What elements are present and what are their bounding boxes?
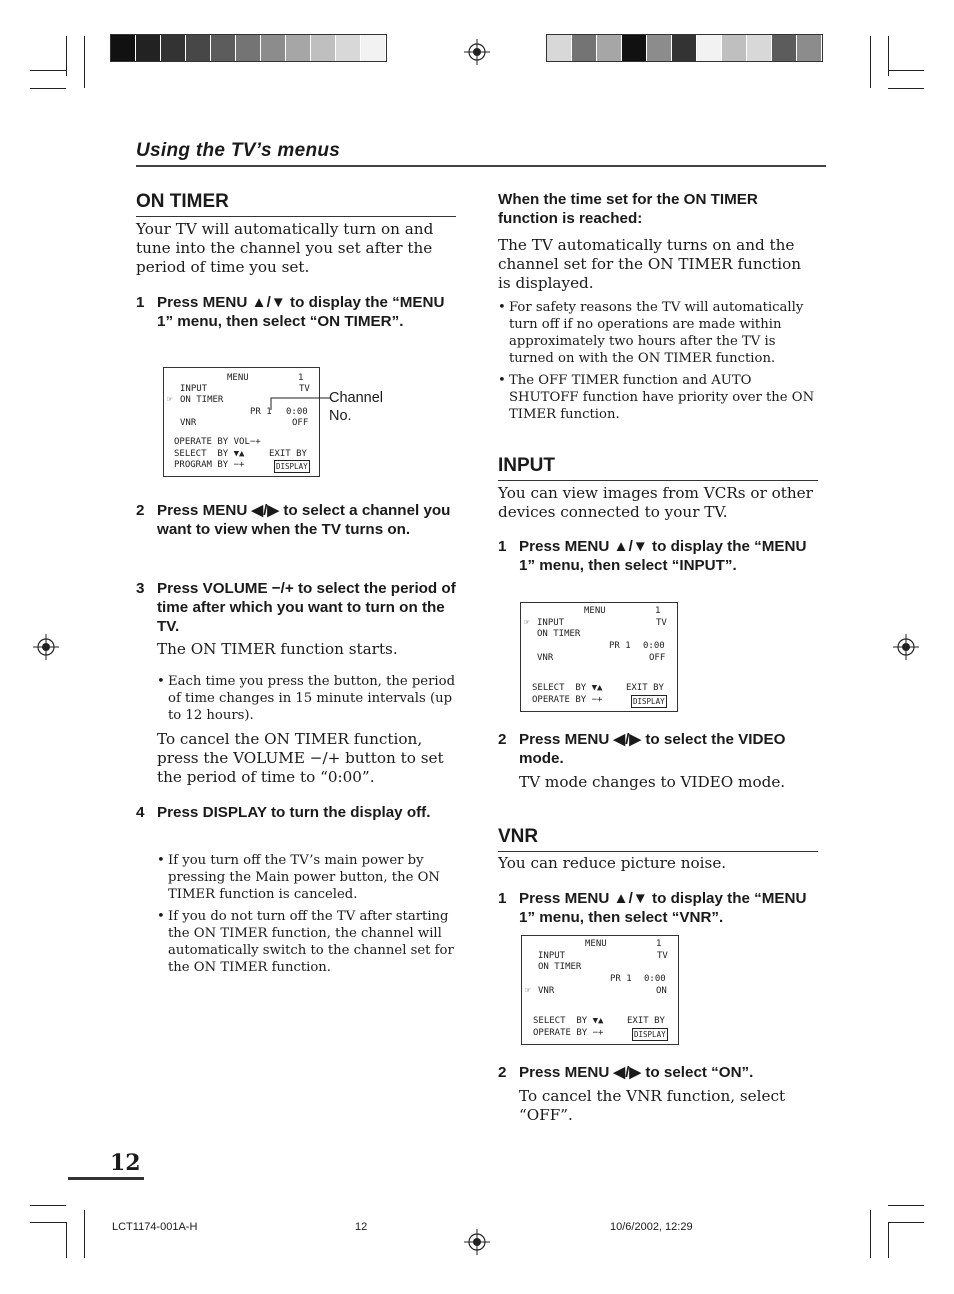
- section-title: Using the TV’s menus: [136, 140, 341, 161]
- vnr-step-2: 2 Press MENU ◀/▶ to select “ON”.: [498, 1064, 754, 1081]
- registration-mark-icon: [33, 634, 59, 660]
- channel-callout-line: [270, 393, 332, 411]
- color-swatch: [311, 35, 336, 61]
- color-swatch: [747, 35, 772, 61]
- page-number: 12: [110, 1150, 141, 1176]
- color-swatch: [722, 35, 747, 61]
- color-swatch: [697, 35, 722, 61]
- color-swatch: [261, 35, 286, 61]
- on-timer-step-4: 4 Press DISPLAY to turn the display off.: [136, 804, 431, 821]
- color-swatch: [672, 35, 697, 61]
- pointer-hand-icon: ☞: [167, 395, 173, 405]
- on-timer-step-4-bullet-1: • If you turn off the TV’s main power by pressing the Main power button, the ON TIMER function is canceled.: [157, 853, 440, 902]
- on-timer-cancel-text: To cancel the ON TIMER function, press the VOLUME −/+ button to set the period of time to “0:00”.: [157, 730, 444, 786]
- when-reached-heading: When the time set for the ON TIMER function is reached:: [498, 191, 758, 227]
- color-swatch: [572, 35, 597, 61]
- vnr-heading: VNR: [498, 826, 818, 852]
- on-timer-osd: MENU 1 INPUT TV ☞ ON TIMER PR 1 0:00 VNR OFF OPERATE BY VOL−+ SELECT BY ▼▲ EXIT BY PROGRAM BY −+ DISPLAY: [163, 367, 320, 477]
- input-step-2-result: TV mode changes to VIDEO mode.: [519, 773, 786, 791]
- color-swatch: [547, 35, 572, 61]
- color-swatch: [336, 35, 361, 61]
- on-timer-step-4-bullet-2: • If you do not turn off the TV after starting the ON TIMER function, the channel will automatically switch to the channel set for the ON TIMER function.: [157, 909, 454, 975]
- page-number-rule: [68, 1177, 144, 1180]
- input-heading: INPUT: [498, 455, 818, 481]
- on-timer-step-2: 2 Press MENU ◀/▶ to select a channel you want to view when the TV turns on.: [136, 502, 451, 538]
- color-bar-right: [546, 34, 823, 62]
- color-swatch: [236, 35, 261, 61]
- when-reached-bullet-1: • For safety reasons the TV will automatically turn off if no operations are made within approximately two hours after the TV is turned on with the ON TIMER function.: [498, 300, 804, 366]
- color-swatch: [647, 35, 672, 61]
- vnr-intro: You can reduce picture noise.: [498, 854, 727, 872]
- vnr-step-2-result: To cancel the VNR function, select “OFF”.: [519, 1087, 786, 1124]
- registration-mark-icon: [464, 39, 490, 65]
- color-swatch: [186, 35, 211, 61]
- registration-mark-icon: [464, 1229, 490, 1255]
- pointer-hand-icon: ☞: [524, 618, 530, 628]
- on-timer-step-1: 1 Press MENU ▲/▼ to display the “MENU 1” menu, then select “ON TIMER”.: [136, 294, 445, 330]
- on-timer-step-3: 3 Press VOLUME −/+ to select the period of time after which you want to turn on the TV.: [136, 580, 456, 635]
- vnr-osd: MENU 1 INPUT TV ON TIMER PR 1 0:00 ☞ VNR ON SELECT BY ▼▲ EXIT BY OPERATE BY −+ DISPLAY: [521, 935, 679, 1045]
- on-timer-step-3-result: The ON TIMER function starts.: [157, 640, 398, 658]
- color-swatch: [361, 35, 386, 61]
- registration-mark-icon: [893, 634, 919, 660]
- on-timer-intro: Your TV will automatically turn on and tune into the channel you set after the period of time you set.: [136, 220, 434, 276]
- on-timer-step-3-bullet: • Each time you press the button, the period of time changes in 15 minute intervals (up to 12 hours).: [157, 674, 456, 723]
- color-swatch: [286, 35, 311, 61]
- input-osd: MENU 1 ☞ INPUT TV ON TIMER PR 1 0:00 VNR OFF SELECT BY ▼▲ EXIT BY OPERATE BY −+ DISPLAY: [520, 602, 678, 712]
- color-swatch: [597, 35, 622, 61]
- when-reached-bullet-2: • The OFF TIMER function and AUTO SHUTOFF function have priority over the ON TIMER function.: [498, 373, 815, 422]
- footer-code: LCT1174-001A-H: [112, 1221, 198, 1233]
- input-step-1: 1 Press MENU ▲/▼ to display the “MENU 1” menu, then select “INPUT”.: [498, 538, 807, 574]
- vnr-step-1: 1 Press MENU ▲/▼ to display the “MENU 1” menu, then select “VNR”.: [498, 890, 807, 926]
- when-reached-text: The TV automatically turns on and the channel set for the ON TIMER function is displayed.: [498, 236, 802, 292]
- input-intro: You can view images from VCRs or other devices connected to your TV.: [498, 484, 813, 521]
- color-swatch: [622, 35, 647, 61]
- footer-timestamp: 10/6/2002, 12:29: [610, 1221, 693, 1233]
- header-rule: [136, 165, 826, 167]
- color-bar-left: [110, 34, 387, 62]
- color-swatch: [111, 35, 136, 61]
- color-swatch: [797, 35, 822, 61]
- color-swatch: [136, 35, 161, 61]
- input-step-2: 2 Press MENU ◀/▶ to select the VIDEO mode.: [498, 731, 786, 767]
- footer-page: 12: [355, 1221, 368, 1233]
- color-swatch: [161, 35, 186, 61]
- on-timer-heading: ON TIMER: [136, 191, 456, 217]
- channel-callout-label: Channel No.: [329, 390, 384, 424]
- color-swatch: [772, 35, 797, 61]
- color-swatch: [211, 35, 236, 61]
- pointer-hand-icon: ☞: [525, 986, 531, 996]
